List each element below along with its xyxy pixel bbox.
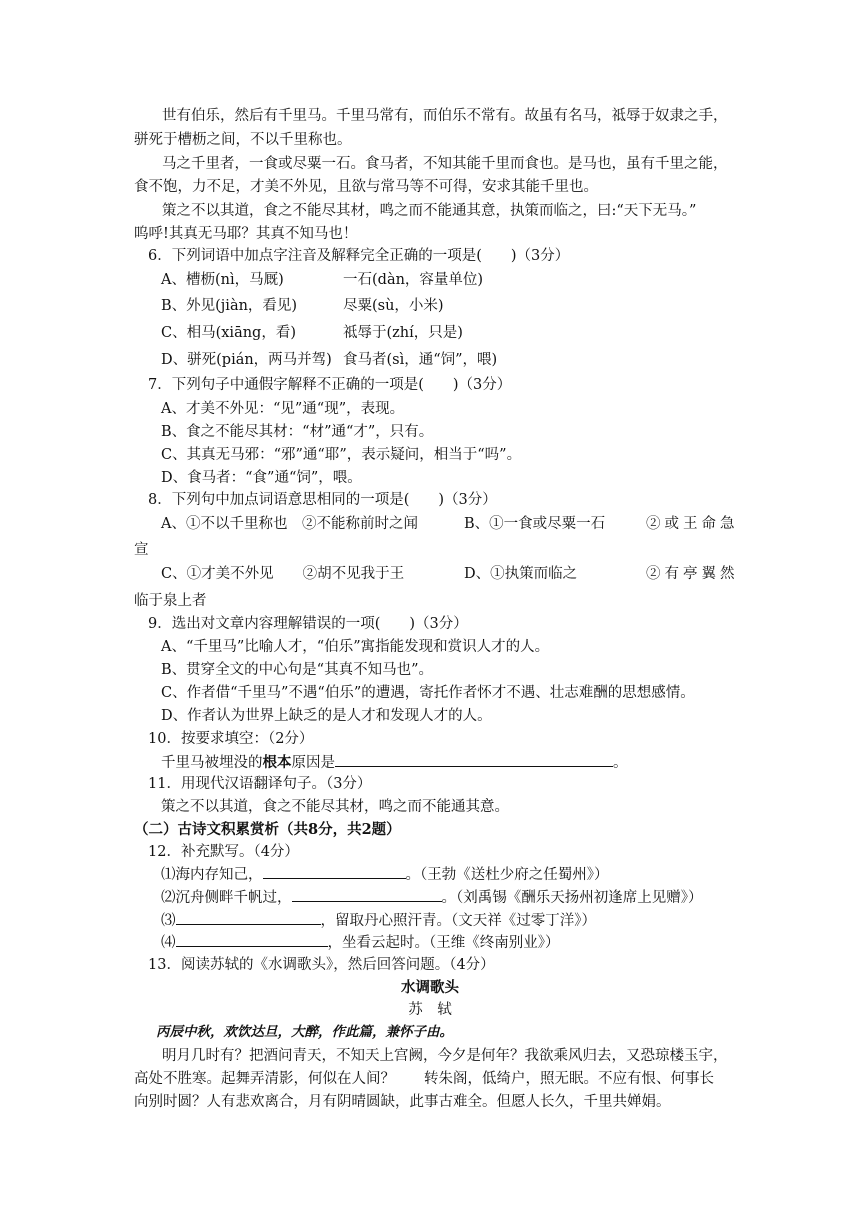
poem-preface: 丙辰中秋，欢饮达旦，大醉，作此篇，兼怀子由。 (156, 1024, 453, 1040)
q11-stem: 11．用现代汉语翻译句子。（3分） (148, 776, 372, 792)
q12-item-4-prefix: ⑷ (161, 935, 176, 951)
q6-option-c-right: 祗辱于(zhí，只是) (343, 325, 463, 341)
q9-stem: 9．选出对文章内容理解错误的一项( )（3分） (148, 616, 468, 632)
q9-option-d: D、作者认为世界上缺乏的是人才和发现人才的人。 (161, 708, 492, 724)
q12-item-4-source: ，坐看云起时。（王维《终南别业》） (327, 935, 560, 951)
q12-item-3-source: ，留取丹心照汗青。（文天祥《过零丁洋》） (320, 913, 596, 929)
passage-p3-line1: 策之不以其道，食之不能尽其材，鸣之而不能通其意，执策而临之，曰:“天下无马。” (162, 203, 697, 219)
q6-option-c-left: C、相马(xiāng，看) (161, 325, 296, 341)
q6-option-d-left: D、骈死(pián，两马并驾) (161, 352, 332, 368)
q12-stem: 12．补充默写。（4分） (148, 844, 299, 860)
q7-option-a: A、才美不外见：“见”通“现”，表现。 (161, 401, 405, 417)
q9-option-a: A、“千里马”比喻人才，“伯乐”寓指能发现和赏识人才的人。 (161, 639, 550, 655)
q7-stem: 7．下列句子中通假字解释不正确的一项是( )（3分） (148, 377, 512, 393)
q6-stem: 6．下列词语中加点字注音及解释完全正确的一项是( )（3分） (148, 248, 570, 264)
q9-option-c: C、作者借“千里马”不遇“伯乐”的遭遇，寄托作者怀才不遇、壮志难酬的思想感情。 (161, 685, 695, 701)
q7-option-d: D、食马者：“食”通“饲”，喂。 (161, 470, 362, 486)
q12-item-1 (161, 864, 609, 885)
q8-option-d-wrap: 临于泉上者 (134, 593, 207, 609)
q12-item-1-source: 。（王勃《送杜少府之任蜀州》） (405, 867, 609, 883)
q8-option-d: D、①执策而临之 (464, 566, 578, 582)
q8-option-d-second: ②有亭翼然 (646, 566, 739, 582)
poem-title: 水调歌头 (401, 979, 459, 996)
q7-option-b: B、食之不能尽其材：“材”通“才”，只有。 (161, 424, 434, 440)
q7-option-c: C、其真无马邪：“邪”通“耶”，表示疑问，相当于“吗”。 (161, 447, 522, 463)
q12-item-3-blank[interactable] (176, 910, 321, 925)
passage-p2-line1: 马之千里者，一食或尽粟一石。食马者，不知其能千里而食也。是马也，虽有千里之能， (162, 156, 728, 172)
q10-stem: 10．按要求填空：（2分） (148, 731, 314, 747)
q6-option-a-right: 一石(dàn，容量单位) (343, 272, 484, 288)
poem-line-2: 高处不胜寒。起舞弄清影，何似在人间？ 转朱阁，低绮户，照无眠。不应有恨、何事长 (134, 1071, 714, 1087)
q10-fill-line (161, 752, 628, 773)
q10-bold-word: 根本 (262, 754, 292, 771)
q12-item-4-blank[interactable] (176, 932, 328, 947)
q9-option-b: B、贯穿全文的中心句是“其真不知马也”。 (161, 662, 433, 678)
q6-option-d-right: 食马者(sì，通“饲”，喂) (343, 352, 498, 368)
q10-prefix: 千里马被埋没的 (161, 755, 263, 771)
passage-p2-line2: 食不饱，力不足，才美不外见，且欲与常马等不可得，安求其能千里也。 (134, 179, 598, 195)
q12-item-4 (161, 932, 560, 953)
q12-item-2-source: 。（刘禹锡《酬乐天扬州初逢席上见赠》） (441, 890, 703, 906)
passage-p1-line1: 世有伯乐，然后有千里马。千里马常有，而伯乐不常有。故虽有名马，祗辱于奴隶之手， (162, 108, 728, 124)
section2-heading: （二）古诗文积累赏析（共8分，共2题） (134, 821, 401, 838)
q11-sentence: 策之不以其道，食之不能尽其材，鸣之而不能通其意。 (161, 799, 509, 815)
q12-item-2 (161, 887, 703, 908)
poem-author: 苏 轼 (408, 1002, 452, 1018)
poem-line-3: 向别时圆？人有悲欢离合，月有阴晴圆缺，此事古难全。但愿人长久，千里共婵娟。 (134, 1094, 671, 1110)
q8-stem: 8．下列句中加点词语意思相同的一项是( )（3分） (148, 492, 497, 508)
q8-option-b: B、①一食或尽粟一石 (464, 516, 606, 532)
q6-option-b-left: B、外见(jiàn，看见) (161, 298, 298, 314)
q13-stem: 13．阅读苏轼的《水调歌头》，然后回答问题。（4分） (148, 957, 495, 973)
q10-post: 原因是 (291, 755, 335, 771)
q12-item-3-prefix: ⑶ (161, 913, 176, 929)
passage-p1-line2: 骈死于槽枥之间，不以千里称也。 (134, 132, 352, 148)
q8-option-c: C、①才美不外见 ②胡不见我于王 (161, 566, 405, 582)
q12-item-1-prefix: ⑴海内存知己， (161, 867, 263, 883)
q6-option-b-right: 尽粟(sù，小米) (343, 298, 444, 314)
q12-item-2-prefix: ⑵沉舟侧畔千帆过， (161, 890, 292, 906)
q8-option-b-second: ②或王命急 (646, 516, 739, 532)
q8-option-a: A、①不以千里称也 ②不能称前时之闻 (161, 516, 418, 532)
q8-option-b-wrap: 宣 (134, 542, 149, 558)
q10-end: 。 (613, 755, 628, 771)
q12-item-1-blank[interactable] (263, 864, 406, 879)
q12-item-3 (161, 910, 596, 931)
poem-line-1: 明月几时有？把酒问青天，不知天上宫阙，今夕是何年？我欲乘风归去，又恐琼楼玉宇， (162, 1048, 728, 1064)
q6-option-a-left: A、槽枥(nì，马厩) (161, 272, 284, 288)
q10-answer-blank[interactable] (335, 752, 613, 767)
passage-p3-line2: 呜呼!其真无马耶？其真不知马也！ (134, 226, 358, 242)
q12-item-2-blank[interactable] (292, 887, 442, 902)
